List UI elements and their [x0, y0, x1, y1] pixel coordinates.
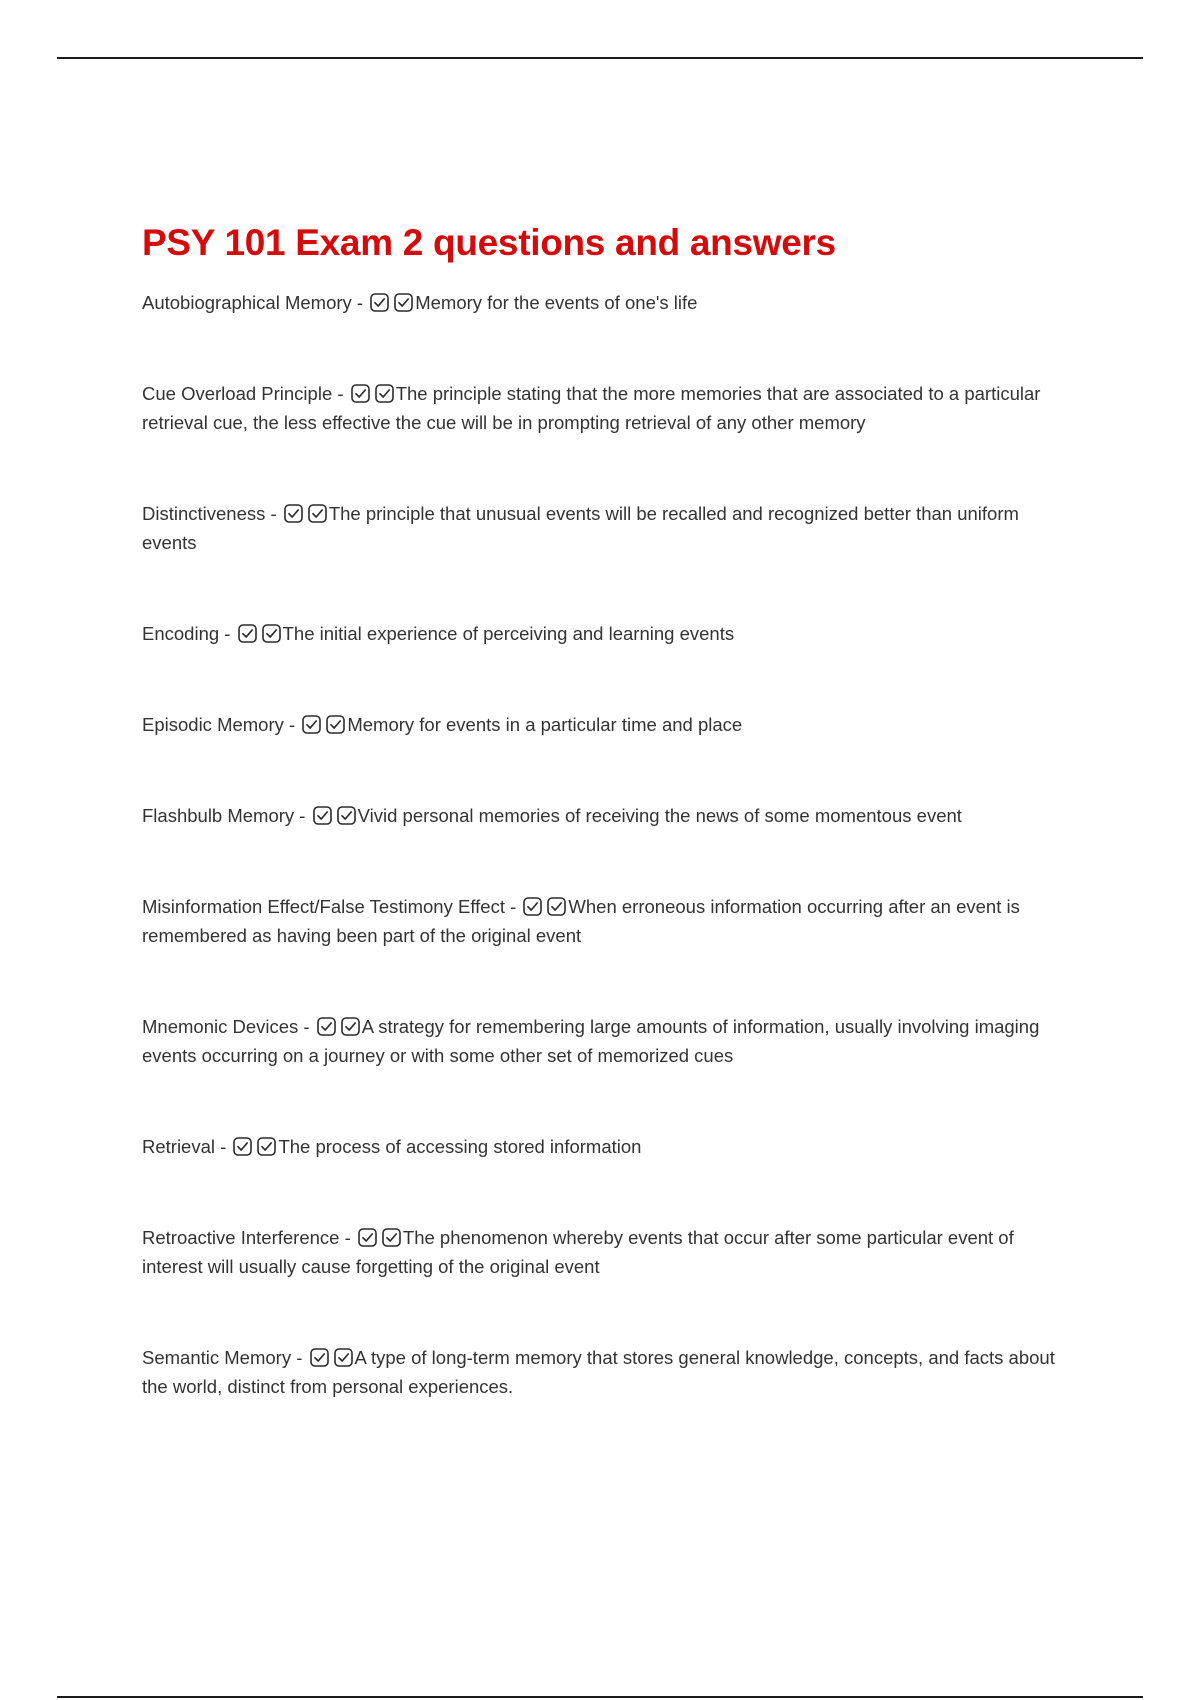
- entry-separator: -: [294, 805, 311, 826]
- entry-separator: -: [332, 383, 349, 404]
- entry-term: Misinformation Effect/False Testimony Effect: [142, 896, 505, 917]
- entry-definition: When erroneous information occurring after an event is remembered as having been part of the original event: [142, 896, 1020, 946]
- checkbox-checked-icon: [523, 897, 542, 916]
- entry-definition: Vivid personal memories of receiving the news of some momentous event: [357, 805, 962, 826]
- checkbox-checked-icon: [317, 1017, 336, 1036]
- entry-definition: Memory for events in a particular time and place: [347, 714, 743, 735]
- top-rule: [57, 57, 1143, 59]
- entry-separator: -: [504, 896, 522, 917]
- entry-term: Retrieval: [142, 1136, 215, 1157]
- list-item: [142, 379, 1062, 437]
- entry-term: Retroactive Interference: [142, 1227, 340, 1248]
- entry-separator: -: [215, 1136, 232, 1157]
- checkbox-checked-icon: [313, 806, 332, 825]
- entry-definition: The process of accessing stored information: [278, 1136, 642, 1157]
- entry-term: Mnemonic Devices: [142, 1016, 299, 1037]
- list-item: [142, 1343, 1062, 1401]
- entries-list: [142, 288, 1062, 1401]
- entry-term: Cue Overload Principle: [142, 383, 333, 404]
- checkbox-checked-icon: [351, 384, 370, 403]
- checkbox-checked-icon: [334, 1348, 353, 1367]
- list-item: [142, 710, 1062, 739]
- entry-term: Semantic Memory: [142, 1347, 292, 1368]
- list-item: [142, 499, 1062, 557]
- checkbox-checked-icon: [375, 384, 394, 403]
- list-item: [142, 1223, 1062, 1281]
- bottom-rule: [57, 1696, 1143, 1698]
- list-item: [142, 801, 1062, 830]
- checkbox-checked-icon: [233, 1137, 252, 1156]
- entry-separator: -: [219, 623, 236, 644]
- entry-definition: A type of long-term memory that stores general knowledge, concepts, and facts about the world, distinct from personal experiences.: [142, 1347, 1055, 1397]
- entry-separator: -: [298, 1016, 315, 1037]
- entry-term: Distinctiveness: [142, 503, 266, 524]
- checkbox-checked-icon: [358, 1228, 377, 1247]
- entry-term: Encoding: [142, 623, 220, 644]
- checkbox-checked-icon: [262, 624, 281, 643]
- checkbox-checked-icon: [310, 1348, 329, 1367]
- list-item: [142, 892, 1062, 950]
- entry-separator: -: [291, 1347, 308, 1368]
- entry-definition: The principle that unusual events will be recalled and recognized better than uniform events: [142, 503, 1019, 553]
- entry-separator: -: [283, 714, 301, 735]
- checkbox-checked-icon: [238, 624, 257, 643]
- checkbox-checked-icon: [326, 715, 345, 734]
- checkbox-checked-icon: [308, 504, 327, 523]
- entry-definition: Memory for the events of one's life: [415, 292, 698, 313]
- checkbox-checked-icon: [302, 715, 321, 734]
- checkbox-checked-icon: [547, 897, 566, 916]
- checkbox-checked-icon: [284, 504, 303, 523]
- checkbox-checked-icon: [394, 293, 413, 312]
- checkbox-checked-icon: [370, 293, 389, 312]
- list-item: [142, 288, 1062, 317]
- entry-definition: A strategy for remembering large amounts of information, usually involving imaging events occurring on a journey or with some other set of memorized cues: [142, 1016, 1040, 1066]
- entry-definition: The phenomenon whereby events that occur after some particular event of interest will usually cause forgetting of the original event: [142, 1227, 1014, 1277]
- entry-definition: The principle stating that the more memories that are associated to a particular retrieval cue, the less effective the cue will be in prompting retrieval of any other memory: [142, 383, 1041, 433]
- list-item: [142, 1012, 1062, 1070]
- list-item: [142, 1132, 1062, 1161]
- entry-separator: -: [265, 503, 282, 524]
- list-item: [142, 619, 1062, 648]
- checkbox-checked-icon: [337, 806, 356, 825]
- entry-term: Episodic Memory: [142, 714, 284, 735]
- entry-separator: -: [339, 1227, 356, 1248]
- entry-term: Flashbulb Memory: [142, 805, 295, 826]
- page-title: PSY 101 Exam 2 questions and answers: [142, 222, 836, 263]
- entry-separator: -: [351, 292, 369, 313]
- entry-definition: The initial experience of perceiving and learning events: [282, 623, 735, 644]
- checkbox-checked-icon: [341, 1017, 360, 1036]
- checkbox-checked-icon: [257, 1137, 276, 1156]
- document-body: [142, 218, 1062, 1463]
- checkbox-checked-icon: [382, 1228, 401, 1247]
- entry-term: Autobiographical Memory: [142, 292, 352, 313]
